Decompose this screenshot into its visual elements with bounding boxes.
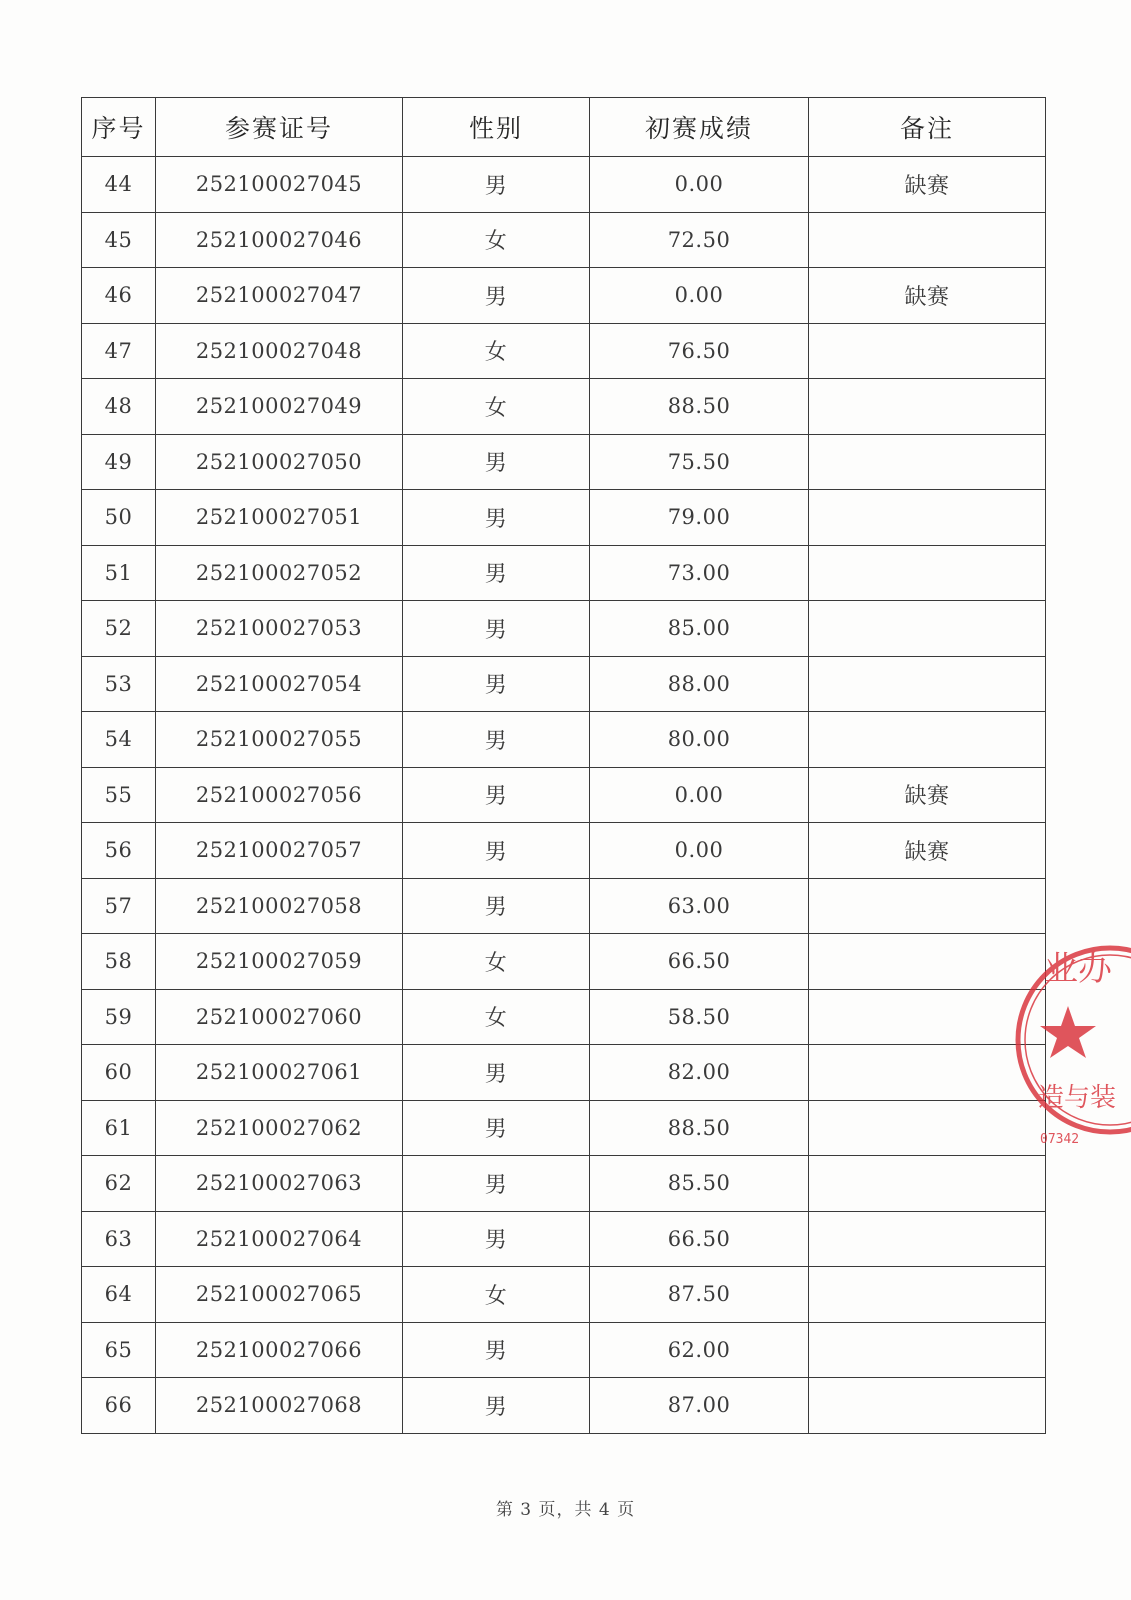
cell-remarks [809,545,1046,601]
cell-preliminary-score: 0.00 [590,767,809,823]
cell-remarks [809,1322,1046,1378]
cell-preliminary-score: 58.50 [590,989,809,1045]
seal-number: 07342 [1040,1132,1080,1147]
cell-entry-number: 252100027064 [156,1211,403,1267]
cell-entry-number: 252100027059 [156,934,403,990]
cell-entry-number: 252100027051 [156,490,403,546]
cell-preliminary-score: 88.50 [590,379,809,435]
cell-gender: 女 [403,323,590,379]
cell-serial-number: 62 [82,1156,156,1212]
cell-gender: 男 [403,1045,590,1101]
cell-serial-number: 61 [82,1100,156,1156]
cell-gender: 男 [403,1211,590,1267]
cell-entry-number: 252100027057 [156,823,403,879]
cell-entry-number: 252100027054 [156,656,403,712]
cell-remarks [809,601,1046,657]
header-gender: 性别 [403,98,590,157]
cell-remarks [809,434,1046,490]
header-remarks: 备注 [809,98,1046,157]
table-row [82,767,1046,823]
cell-serial-number: 64 [82,1267,156,1323]
cell-entry-number: 252100027047 [156,268,403,324]
cell-remarks [809,934,1046,990]
cell-entry-number: 252100027048 [156,323,403,379]
cell-gender: 女 [403,934,590,990]
table-row [82,1267,1046,1323]
table-row [82,434,1046,490]
cell-remarks: 缺赛 [809,268,1046,324]
seal-bottom-text: 造与装 [1038,1083,1117,1113]
cell-remarks [809,1378,1046,1434]
table-row [82,1156,1046,1212]
cell-entry-number: 252100027068 [156,1378,403,1434]
cell-remarks [809,712,1046,768]
cell-remarks [809,1045,1046,1101]
table-row [82,712,1046,768]
cell-gender: 男 [403,823,590,879]
table-row [82,212,1046,268]
cell-gender: 男 [403,545,590,601]
cell-gender: 男 [403,490,590,546]
cell-serial-number: 52 [82,601,156,657]
cell-entry-number: 252100027053 [156,601,403,657]
cell-gender: 男 [403,712,590,768]
results-table [81,97,1046,1434]
table-row [82,490,1046,546]
table-row [82,323,1046,379]
cell-serial-number: 53 [82,656,156,712]
cell-preliminary-score: 0.00 [590,823,809,879]
cell-preliminary-score: 0.00 [590,157,809,213]
table-row [82,268,1046,324]
cell-gender: 女 [403,379,590,435]
table-row [82,934,1046,990]
table-row [82,878,1046,934]
cell-preliminary-score: 82.00 [590,1045,809,1101]
cell-serial-number: 49 [82,434,156,490]
table-row [82,1322,1046,1378]
cell-serial-number: 60 [82,1045,156,1101]
cell-preliminary-score: 88.00 [590,656,809,712]
cell-gender: 女 [403,212,590,268]
table-row [82,379,1046,435]
table-row [82,1378,1046,1434]
cell-remarks [809,490,1046,546]
cell-gender: 男 [403,1100,590,1156]
cell-serial-number: 59 [82,989,156,1045]
cell-serial-number: 65 [82,1322,156,1378]
cell-remarks [809,1100,1046,1156]
cell-entry-number: 252100027049 [156,379,403,435]
cell-gender: 男 [403,767,590,823]
table-body [82,157,1046,1434]
cell-preliminary-score: 63.00 [590,878,809,934]
cell-preliminary-score: 72.50 [590,212,809,268]
cell-preliminary-score: 76.50 [590,323,809,379]
cell-entry-number: 252100027066 [156,1322,403,1378]
cell-gender: 男 [403,1378,590,1434]
header-serial-number: 序号 [82,98,156,157]
cell-serial-number: 50 [82,490,156,546]
cell-gender: 男 [403,878,590,934]
cell-remarks: 缺赛 [809,157,1046,213]
cell-entry-number: 252100027058 [156,878,403,934]
cell-gender: 女 [403,1267,590,1323]
cell-remarks: 缺赛 [809,767,1046,823]
header-preliminary-score: 初赛成绩 [590,98,809,157]
cell-entry-number: 252100027060 [156,989,403,1045]
cell-preliminary-score: 85.00 [590,601,809,657]
cell-gender: 男 [403,157,590,213]
cell-preliminary-score: 0.00 [590,268,809,324]
cell-gender: 男 [403,434,590,490]
cell-remarks: 缺赛 [809,823,1046,879]
cell-gender: 男 [403,268,590,324]
cell-serial-number: 57 [82,878,156,934]
cell-remarks [809,656,1046,712]
cell-remarks [809,323,1046,379]
cell-entry-number: 252100027056 [156,767,403,823]
cell-entry-number: 252100027052 [156,545,403,601]
cell-preliminary-score: 66.50 [590,934,809,990]
header-entry-number: 参赛证号 [156,98,403,157]
cell-serial-number: 51 [82,545,156,601]
cell-serial-number: 48 [82,379,156,435]
cell-entry-number: 252100027055 [156,712,403,768]
cell-entry-number: 252100027063 [156,1156,403,1212]
cell-serial-number: 56 [82,823,156,879]
cell-serial-number: 54 [82,712,156,768]
cell-remarks [809,989,1046,1045]
cell-preliminary-score: 87.50 [590,1267,809,1323]
page-footer: 第 3 页，共 4 页 [495,1500,636,1520]
table-row [82,1045,1046,1101]
cell-remarks [809,1211,1046,1267]
cell-remarks [809,379,1046,435]
cell-preliminary-score: 75.50 [590,434,809,490]
table-row [82,601,1046,657]
cell-serial-number: 44 [82,157,156,213]
cell-serial-number: 58 [82,934,156,990]
cell-remarks [809,212,1046,268]
cell-gender: 男 [403,601,590,657]
cell-gender: 男 [403,656,590,712]
cell-gender: 男 [403,1322,590,1378]
cell-remarks [809,1267,1046,1323]
cell-serial-number: 46 [82,268,156,324]
table-row [82,545,1046,601]
cell-preliminary-score: 85.50 [590,1156,809,1212]
cell-serial-number: 55 [82,767,156,823]
table-row [82,157,1046,213]
seal-top-text: 业办 [1044,949,1112,989]
table-row [82,1211,1046,1267]
cell-preliminary-score: 80.00 [590,712,809,768]
cell-preliminary-score: 66.50 [590,1211,809,1267]
cell-entry-number: 252100027046 [156,212,403,268]
table-row [82,823,1046,879]
table-row [82,1100,1046,1156]
cell-entry-number: 252100027045 [156,157,403,213]
cell-gender: 女 [403,989,590,1045]
cell-serial-number: 45 [82,212,156,268]
cell-remarks [809,878,1046,934]
cell-serial-number: 66 [82,1378,156,1434]
cell-remarks [809,1156,1046,1212]
cell-entry-number: 252100027061 [156,1045,403,1101]
table-row [82,656,1046,712]
cell-preliminary-score: 73.00 [590,545,809,601]
cell-serial-number: 47 [82,323,156,379]
cell-preliminary-score: 79.00 [590,490,809,546]
cell-preliminary-score: 62.00 [590,1322,809,1378]
cell-preliminary-score: 87.00 [590,1378,809,1434]
table-row [82,989,1046,1045]
cell-preliminary-score: 88.50 [590,1100,809,1156]
table-header-row [82,98,1046,157]
cell-serial-number: 63 [82,1211,156,1267]
cell-entry-number: 252100027065 [156,1267,403,1323]
cell-entry-number: 252100027062 [156,1100,403,1156]
cell-entry-number: 252100027050 [156,434,403,490]
cell-gender: 男 [403,1156,590,1212]
